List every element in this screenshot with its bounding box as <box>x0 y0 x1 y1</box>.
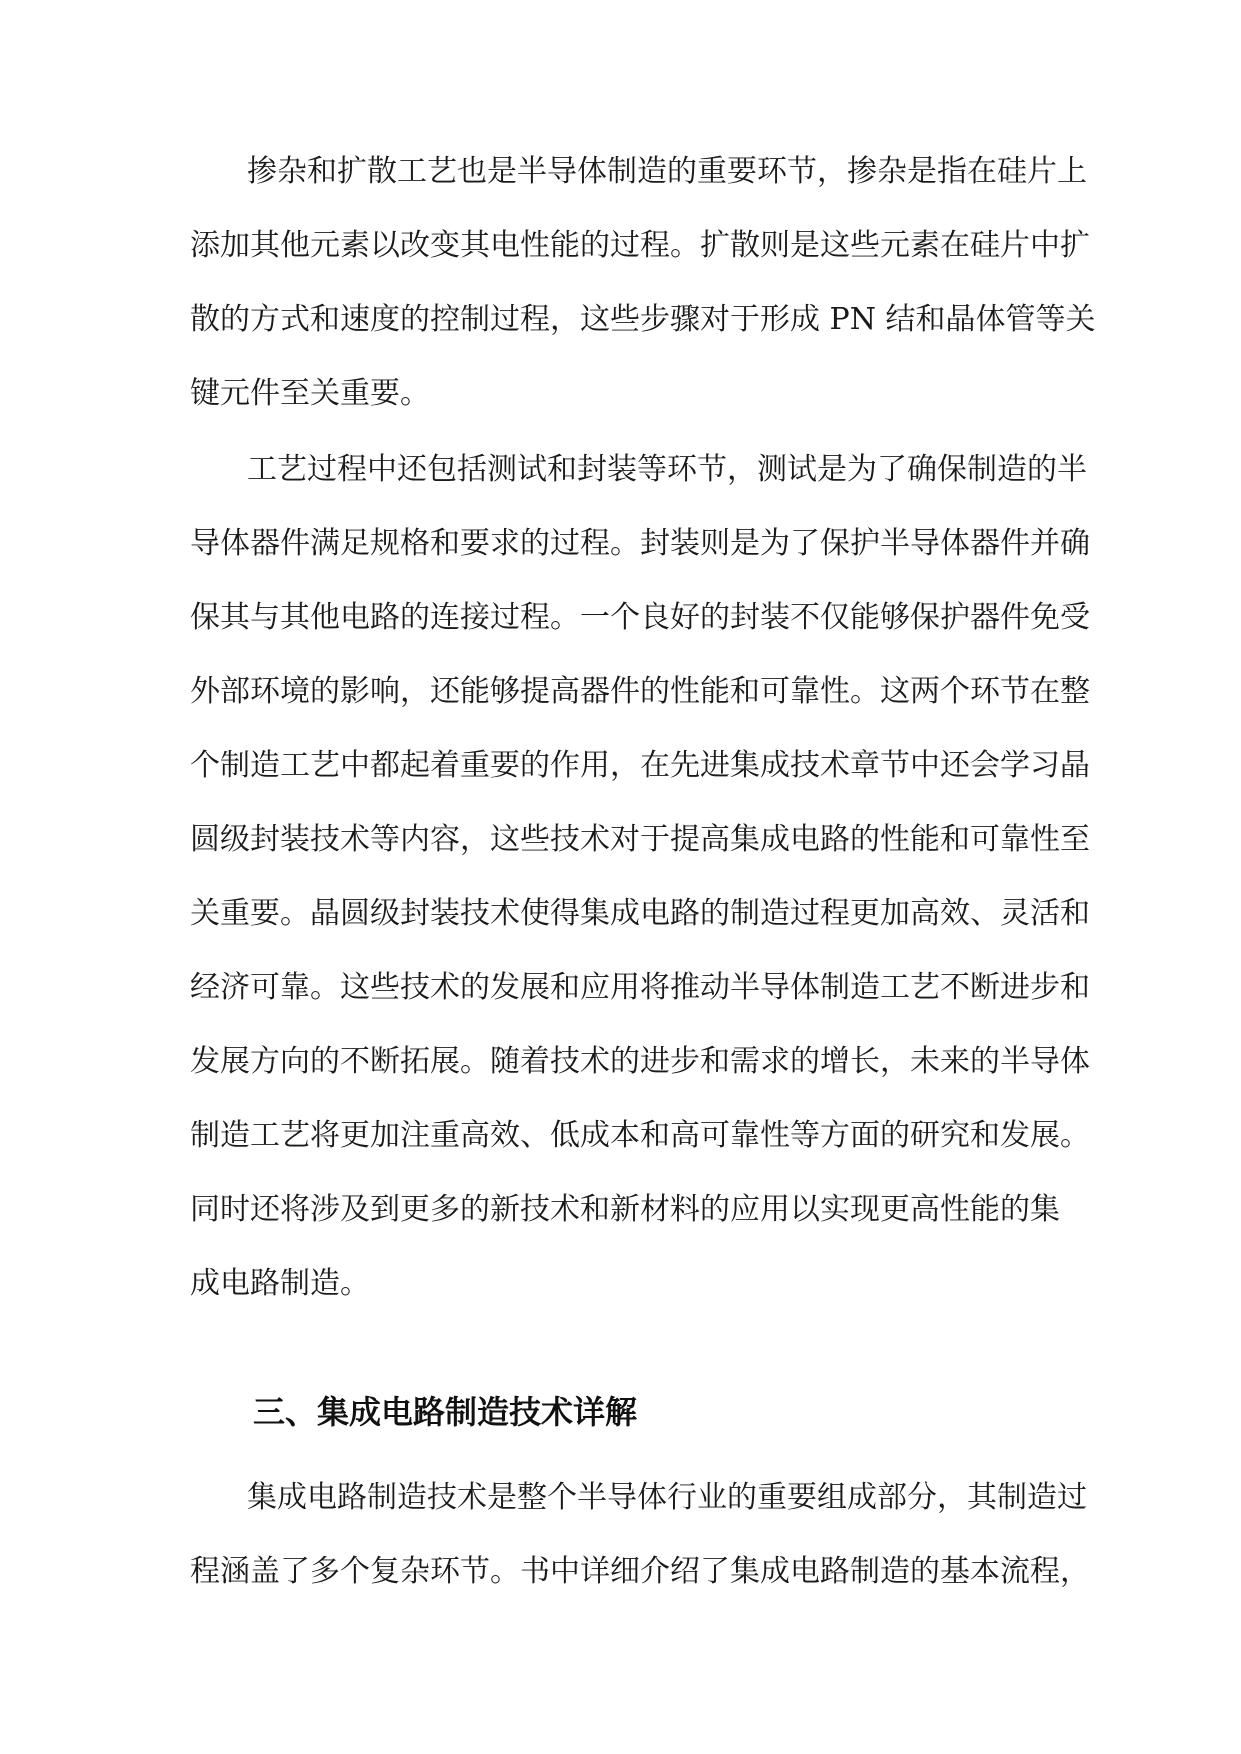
paragraph-1-line-3: 散的方式和速度的控制过程，这些步骤对于形成 PN 结和晶体管等关 <box>190 302 1096 337</box>
paragraph-2-line-4: 外部环境的影响，还能够提高器件的性能和可靠性。这两个环节在整 <box>190 674 1090 709</box>
paragraph-2-line-3: 保其与其他电路的连接过程。一个良好的封装不仅能够保护器件免受 <box>190 600 1090 635</box>
section-3-line-2: 程涵盖了多个复杂环节。书中详细介绍了集成电路制造的基本流程， <box>190 1554 1090 1589</box>
paragraph-2-line-11: 同时还将涉及到更多的新技术和新材料的应用以实现更高性能的集 <box>190 1192 1060 1227</box>
paragraph-2-line-12: 成电路制造。 <box>190 1266 370 1301</box>
paragraph-2-line-2: 导体器件满足规格和要求的过程。封装则是为了保护半导体器件并确 <box>190 526 1090 561</box>
paragraph-2-line-5: 个制造工艺中都起着重要的作用，在先进集成技术章节中还会学习晶 <box>190 748 1090 783</box>
paragraph-2-line-9: 发展方向的不断拓展。随着技术的进步和需求的增长，未来的半导体 <box>190 1044 1090 1079</box>
paragraph-2-line-10: 制造工艺将更加注重高效、低成本和高可靠性等方面的研究和发展。 <box>190 1118 1090 1153</box>
paragraph-2-line-1: 工艺过程中还包括测试和封装等环节，测试是为了确保制造的半 <box>247 452 1087 487</box>
paragraph-2-line-8: 经济可靠。这些技术的发展和应用将推动半导体制造工艺不断进步和 <box>190 970 1090 1005</box>
paragraph-2-line-7: 关重要。晶圆级封装技术使得集成电路的制造过程更加高效、灵活和 <box>190 896 1090 931</box>
paragraph-2-line-6: 圆级封装技术等内容，这些技术对于提高集成电路的性能和可靠性至 <box>190 822 1090 857</box>
section-3-heading: 三、集成电路制造技术详解 <box>253 1393 638 1431</box>
paragraph-1-line-4: 键元件至关重要。 <box>190 376 430 411</box>
section-3-line-1: 集成电路制造技术是整个半导体行业的重要组成部分，其制造过 <box>247 1480 1087 1515</box>
paragraph-1-line-1: 掺杂和扩散工艺也是半导体制造的重要环节，掺杂是指在硅片上 <box>247 154 1087 189</box>
paragraph-1-line-2: 添加其他元素以改变其电性能的过程。扩散则是这些元素在硅片中扩 <box>190 228 1090 263</box>
